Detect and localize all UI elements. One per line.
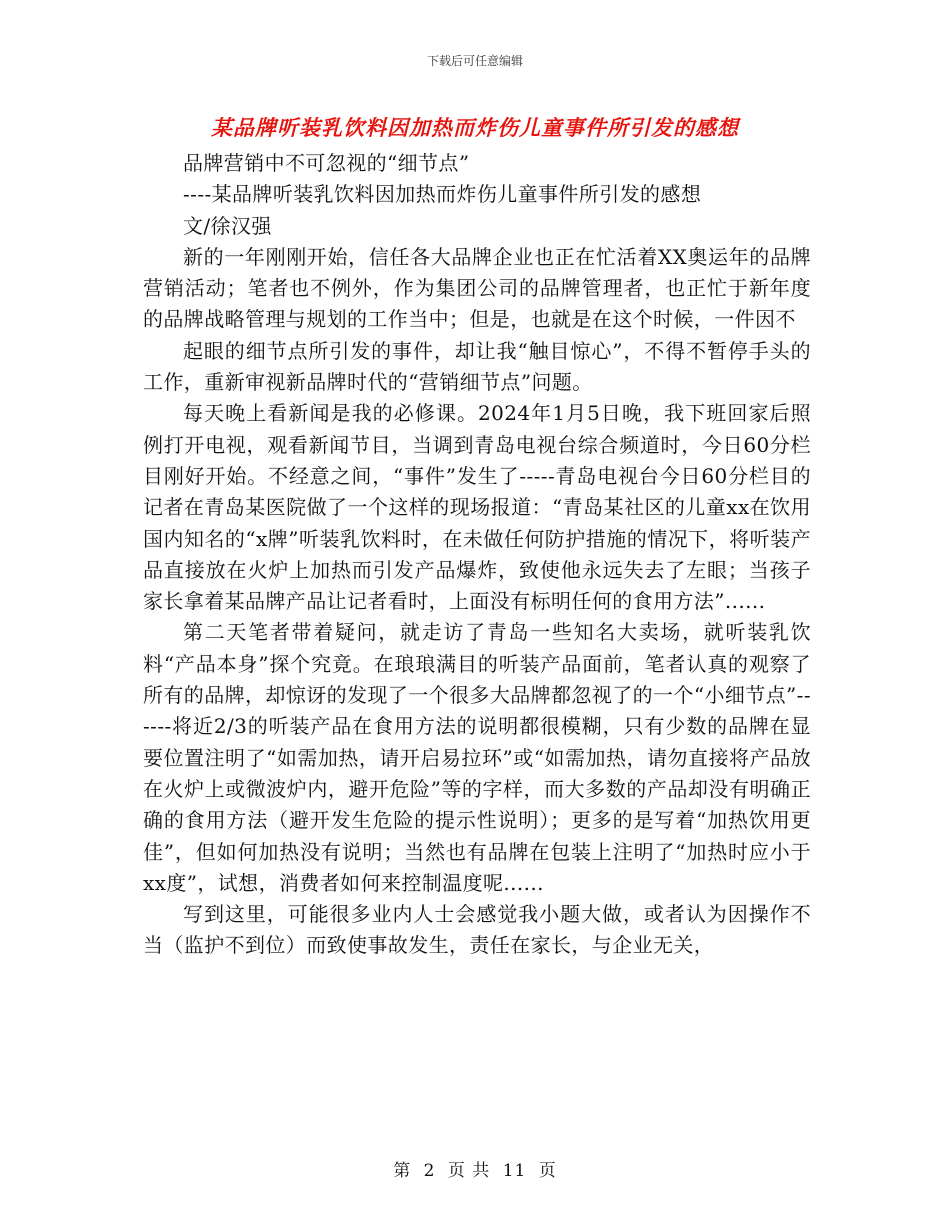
footer-middle: 页 共 [447, 1161, 491, 1181]
subtitle-line: ----某品牌听装乳饮料因加热而炸伤儿童事件所引发的感想 [183, 182, 702, 207]
footer-suffix: 页 [538, 1161, 557, 1181]
paragraph: 起眼的细节点所引发的事件，却让我“触目惊心”，不得不暂停手头的工作，重新审视新品牌时代的“营销细节点”问题。 [143, 338, 811, 395]
subtitle-line: 品牌营销中不可忽视的“细节点” [183, 151, 470, 175]
document-body [143, 148, 811, 962]
footer-prefix: 第 [393, 1161, 412, 1181]
page-number: 2 [423, 1161, 436, 1181]
paragraph: 每天晚上看新闻是我的必修课。2024年1月5日晚，我下班回家后照例打开电视，观看新闻节目，当调到青岛电视台综合频道时，今日60分栏目刚好开始。不经意之间，“事件”发生了-----青岛电视台今日60分栏目的记者在青岛某医院做了一个这样的现场报道：“青岛某社区的儿童xx在饮用国内知名的“x牌”听装乳饮料时，在未做任何防护措施的情况下，将听装产品直接放在火炉上加热而引发产品爆炸，致使他永远失去了左眼；当孩子家长拿着某品牌产品让记者看时，上面没有标明任何的食用方法”...... [143, 401, 811, 614]
author-line: 文/徐汉强 [183, 213, 272, 238]
header-note: 下载后可任意编辑 [426, 54, 523, 68]
paragraph: 新的一年刚刚开始，信任各大品牌企业也正在忙活着XX奥运年的品牌营销活动；笔者也不例外，作为集团公司的品牌管理者，也正忙于新年度的品牌战略管理与规划的工作当中；但是，也就是在这个时候，一件因不 [143, 244, 811, 332]
document-title: 某品牌听装乳饮料因加热而炸伤儿童事件所引发的感想 [211, 115, 739, 140]
page-total: 11 [502, 1161, 527, 1181]
paragraph: 第二天笔者带着疑问，就走访了青岛一些知名大卖场，就听装乳饮料“产品本身”探个究竟。在琅琅满目的听装产品面前，笔者认真的观察了所有的品牌，却惊讶的发现了一个很多大品牌都忽视了的一个“小细节点”------将近2/3的听装产品在食用方法的说明都很模糊，只有少数的品牌在显要位置注明了“如需加热，请开启易拉环”或“如需加热，请勿直接将产品放在火炉上或微波炉内，避开危险”等的字样，而大多数的产品却没有明确正确的食用方法（避开发生危险的提示性说明）；更多的是写着“加热饮用更佳”，但如何加热没有说明；当然也有品牌在包装上注明了“加热时应小于xx度”，试想，消费者如何来控制温度呢...... [143, 620, 811, 895]
page-footer [0, 1156, 950, 1181]
paragraph: 写到这里，可能很多业内人士会感觉我小题大做，或者认为因操作不当（监护不到位）而致使事故发生，责任在家长，与企业无关， [143, 902, 811, 958]
